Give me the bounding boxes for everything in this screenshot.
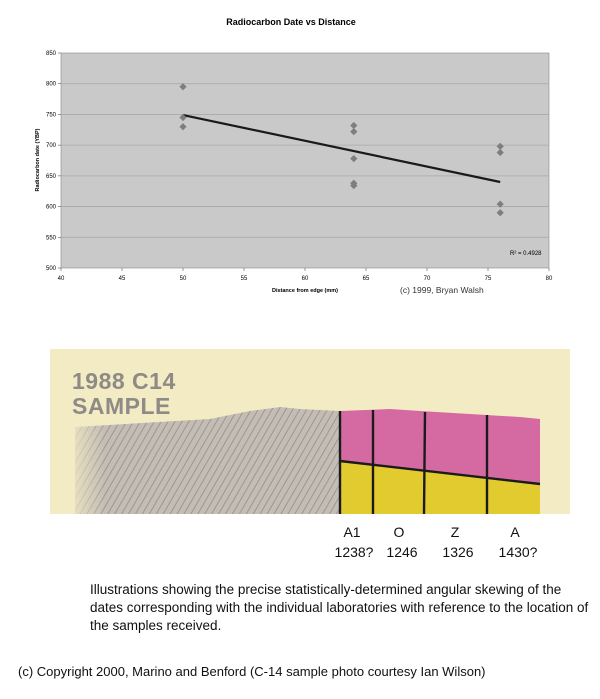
caption: Illustrations showing the precise statistically-determined angular skewing of the dates corresponding with the individual laboratories with reference to the location of the samples received. xyxy=(90,582,589,633)
x-tick-label: 60 xyxy=(301,276,309,282)
y-axis-label: Radiocarbon date (YBP) xyxy=(35,128,41,192)
copyright-footer: (c) Copyright 2000, Marino and Benford (C-14 sample photo courtesy Ian Wilson) xyxy=(18,664,486,679)
x-tick-label: 40 xyxy=(57,276,65,282)
photo-title-line1: 1988 C14 xyxy=(72,368,176,394)
x-tick-label: 80 xyxy=(545,276,553,282)
plot-area xyxy=(61,53,549,268)
lab-date-a1: 1238? xyxy=(334,544,374,560)
y-tick-label: 550 xyxy=(45,235,56,242)
lab-date-a: 1430? xyxy=(498,544,538,560)
x-axis-label: Distance from edge (mm) xyxy=(271,288,339,294)
x-tick-label: 65 xyxy=(362,276,370,282)
y-tick-label: 700 xyxy=(45,143,56,150)
x-tick-label: 45 xyxy=(118,276,126,282)
x-tick-label: 75 xyxy=(484,276,492,282)
chart-title: Radiocarbon Date vs Distance xyxy=(226,17,356,27)
photo-title-line2: SAMPLE xyxy=(72,393,171,419)
y-tick-label: 750 xyxy=(45,112,56,119)
r-squared-annotation: R² = 0.4928 xyxy=(510,251,542,257)
y-tick-label: 600 xyxy=(45,204,56,211)
lab-code-z: Z xyxy=(450,524,460,540)
lab-code-a: A xyxy=(510,524,520,540)
y-tick-label: 850 xyxy=(45,51,56,57)
x-tick-label: 55 xyxy=(240,276,248,282)
lab-code-o: O xyxy=(393,524,405,540)
photo-title xyxy=(72,369,176,419)
lab-date-z: 1326 xyxy=(442,544,474,560)
y-tick-label: 650 xyxy=(45,173,56,180)
y-tick-label: 500 xyxy=(45,266,56,272)
lab-date-o: 1246 xyxy=(386,544,418,560)
c14-sample-photo xyxy=(50,349,570,514)
lab-code-a1: A1 xyxy=(343,524,361,540)
cloth-fade xyxy=(70,404,210,514)
x-tick-label: 50 xyxy=(179,276,187,282)
chart-copyright: (c) 1999, Bryan Walsh xyxy=(400,285,484,295)
radiocarbon-chart xyxy=(0,0,600,300)
y-tick-label: 800 xyxy=(45,81,56,88)
x-tick-label: 70 xyxy=(423,276,431,282)
